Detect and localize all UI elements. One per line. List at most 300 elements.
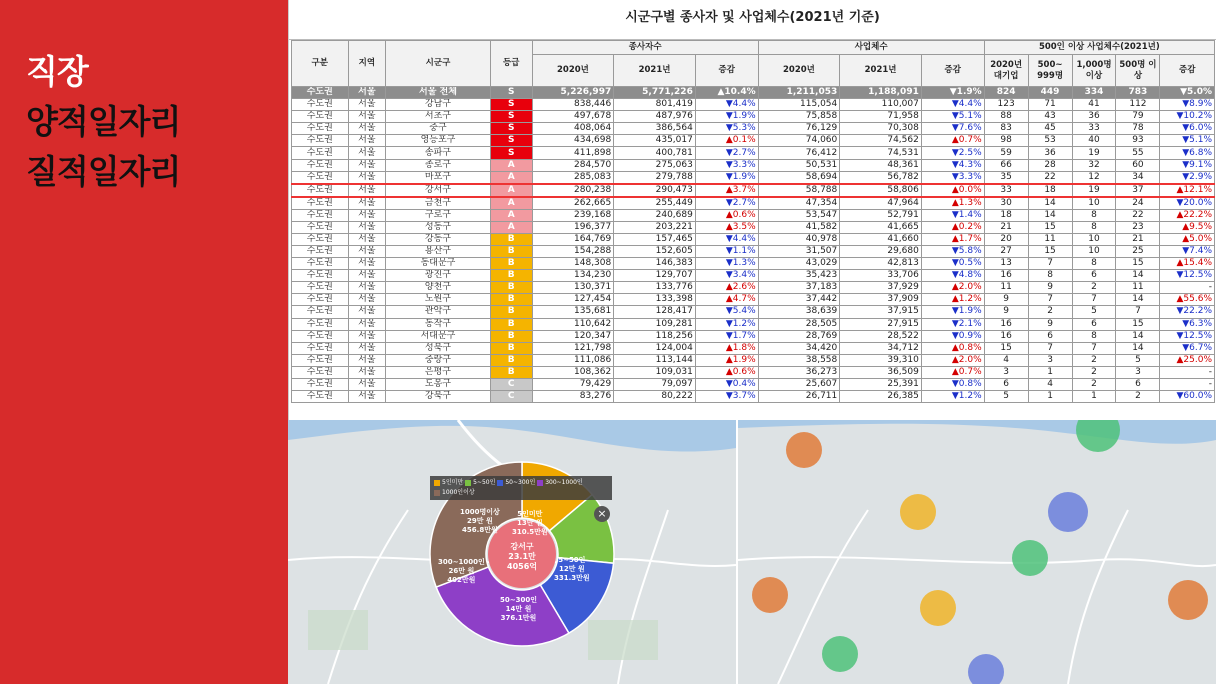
map-district-bubbles[interactable] xyxy=(738,420,1216,684)
table-cell: ▲5.0% xyxy=(1160,233,1215,245)
table-cell: 서울 xyxy=(348,366,386,378)
table-row xyxy=(292,294,1215,306)
table-cell: ▼5.0% xyxy=(1160,87,1215,99)
table-cell: 서울 xyxy=(348,391,386,403)
close-icon[interactable]: × xyxy=(594,506,610,522)
table-cell: 10 xyxy=(1072,245,1116,257)
table-cell: ▼0.4% xyxy=(695,378,758,390)
table-cell: ▼8.9% xyxy=(1160,99,1215,111)
bubble[interactable] xyxy=(1048,492,1088,532)
table-cell: C xyxy=(490,378,532,390)
table-cell: 284,570 xyxy=(532,159,614,171)
table-cell: 164,769 xyxy=(532,233,614,245)
table-cell: ▼4.3% xyxy=(921,159,984,171)
table-cell: 74,531 xyxy=(840,147,922,159)
table-cell: 50,531 xyxy=(758,159,840,171)
table-cell: 70,308 xyxy=(840,123,922,135)
table-cell: 강서구 xyxy=(386,184,491,197)
table-cell: ▼5.4% xyxy=(695,306,758,318)
table-cell: ▼1.2% xyxy=(921,391,984,403)
table-cell: 487,976 xyxy=(614,111,696,123)
table-cell: 275,063 xyxy=(614,159,696,171)
table-cell: 120,347 xyxy=(532,330,614,342)
table-cell: 255,449 xyxy=(614,197,696,210)
table-cell: 37,909 xyxy=(840,294,922,306)
bubble[interactable] xyxy=(920,590,956,626)
table-cell: 서울 xyxy=(348,258,386,270)
table-cell: - xyxy=(1160,378,1215,390)
table-cell: 5,226,997 xyxy=(532,87,614,99)
table-cell: 9 xyxy=(984,306,1028,318)
table-cell: 37,442 xyxy=(758,294,840,306)
table-cell: 수도권 xyxy=(292,111,349,123)
header-biz-change: 증감 xyxy=(921,55,984,87)
table-cell: 14 xyxy=(1116,294,1160,306)
table-cell: 31,507 xyxy=(758,245,840,257)
table-cell: 수도권 xyxy=(292,221,349,233)
table-cell: 38,639 xyxy=(758,306,840,318)
table-cell: 송파구 xyxy=(386,147,491,159)
table-cell: 203,221 xyxy=(614,221,696,233)
bubble[interactable] xyxy=(786,432,822,468)
table-cell: ▲4.7% xyxy=(695,294,758,306)
table-cell: - xyxy=(1160,282,1215,294)
table-cell: 115,054 xyxy=(758,99,840,111)
table-cell: 43 xyxy=(1028,111,1072,123)
table-cell: A xyxy=(490,184,532,197)
table-cell: 79,429 xyxy=(532,378,614,390)
table-cell: 7 xyxy=(1028,342,1072,354)
table-cell: 수도권 xyxy=(292,123,349,135)
table-cell: 서울 xyxy=(348,221,386,233)
table-cell: ▲9.5% xyxy=(1160,221,1215,233)
table-cell: 11 xyxy=(1028,233,1072,245)
table-cell: ▼6.0% xyxy=(1160,123,1215,135)
table-cell: ▲0.7% xyxy=(921,135,984,147)
table-cell: 74,060 xyxy=(758,135,840,147)
table-cell: 15 xyxy=(1028,221,1072,233)
table-row xyxy=(292,306,1215,318)
table-cell: B xyxy=(490,233,532,245)
table-cell: 196,377 xyxy=(532,221,614,233)
table-cell: 37,183 xyxy=(758,282,840,294)
table-cell: 110,642 xyxy=(532,318,614,330)
table-cell: S xyxy=(490,135,532,147)
table-cell: 성북구 xyxy=(386,342,491,354)
table-cell: 41,665 xyxy=(840,221,922,233)
table-cell: 2 xyxy=(1072,378,1116,390)
table-cell: 서울 xyxy=(348,171,386,184)
table-cell: 22 xyxy=(1028,171,1072,184)
table-cell: 7 xyxy=(1116,306,1160,318)
table-cell: 133,776 xyxy=(614,282,696,294)
bubble[interactable] xyxy=(1012,540,1048,576)
table-cell: 53 xyxy=(1028,135,1072,147)
table-cell: 19 xyxy=(1072,184,1116,197)
legend-item: 1000인이상 xyxy=(434,489,475,496)
table-cell: S xyxy=(490,111,532,123)
table-cell: 60 xyxy=(1116,159,1160,171)
pie-label-1000plus: 1000명이상 29만 원 456.8만원 xyxy=(460,508,500,534)
table-cell: 수도권 xyxy=(292,99,349,111)
table-cell: 239,168 xyxy=(532,209,614,221)
table-cell: 18 xyxy=(984,209,1028,221)
table-cell: B xyxy=(490,258,532,270)
table-cell: ▲1.2% xyxy=(921,294,984,306)
table-row xyxy=(292,221,1215,233)
table-cell: 6 xyxy=(1072,270,1116,282)
table-cell: B xyxy=(490,294,532,306)
table-cell: 83 xyxy=(984,123,1028,135)
table-cell: 7 xyxy=(1028,258,1072,270)
table-cell: ▼0.9% xyxy=(921,330,984,342)
table-cell: ▼0.8% xyxy=(921,378,984,390)
table-cell: 123 xyxy=(984,99,1028,111)
table-cell: ▼10.2% xyxy=(1160,111,1215,123)
table-cell: 280,238 xyxy=(532,184,614,197)
table-cell: ▼1.7% xyxy=(695,330,758,342)
table-row xyxy=(292,270,1215,282)
table-cell: 129,707 xyxy=(614,270,696,282)
table-cell: ▲25.0% xyxy=(1160,354,1215,366)
table-cell: 5 xyxy=(1116,354,1160,366)
table-cell: B xyxy=(490,342,532,354)
table-cell: 20 xyxy=(984,233,1028,245)
table-cell: 동대문구 xyxy=(386,258,491,270)
table-cell: - xyxy=(1160,366,1215,378)
employment-table-panel xyxy=(288,0,1216,420)
table-cell: 9 xyxy=(1028,318,1072,330)
table-row xyxy=(292,123,1215,135)
table-cell: 14 xyxy=(1116,330,1160,342)
table-cell: 58,806 xyxy=(840,184,922,197)
table-row xyxy=(292,378,1215,390)
table-cell: 26,711 xyxy=(758,391,840,403)
table-cell: 79,097 xyxy=(614,378,696,390)
table-row xyxy=(292,245,1215,257)
table-cell: C xyxy=(490,391,532,403)
table-cell: 74,562 xyxy=(840,135,922,147)
table-cell: 강남구 xyxy=(386,99,491,111)
table-cell: ▼0.5% xyxy=(921,258,984,270)
table-cell: 34 xyxy=(1116,171,1160,184)
table-cell: ▼1.2% xyxy=(695,318,758,330)
table-cell: 838,446 xyxy=(532,99,614,111)
table-cell: ▲1.3% xyxy=(921,197,984,210)
table-cell: ▲3.7% xyxy=(695,184,758,197)
table-cell: 서울 전체 xyxy=(386,87,491,99)
table-cell: 서울 xyxy=(348,87,386,99)
table-cell: ▼2.9% xyxy=(1160,171,1215,184)
table-cell: ▼4.4% xyxy=(695,99,758,111)
table-cell: 서울 xyxy=(348,159,386,171)
pie-label-300to1000: 300~1000인 26만 원 402만원 xyxy=(438,558,485,584)
table-cell: 59 xyxy=(984,147,1028,159)
table-cell: 98 xyxy=(984,135,1028,147)
table-cell: 37,929 xyxy=(840,282,922,294)
table-row xyxy=(292,171,1215,184)
table-cell: 성동구 xyxy=(386,221,491,233)
table-cell: ▼4.8% xyxy=(921,270,984,282)
table-cell: 71 xyxy=(1028,99,1072,111)
table-cell: 157,465 xyxy=(614,233,696,245)
table-cell: ▼12.5% xyxy=(1160,270,1215,282)
table-cell: 4 xyxy=(984,354,1028,366)
table-cell: 29,680 xyxy=(840,245,922,257)
table-cell: 서울 xyxy=(348,318,386,330)
table-cell: 금천구 xyxy=(386,197,491,210)
table-cell: 40 xyxy=(1072,135,1116,147)
table-cell: B xyxy=(490,354,532,366)
table-cell: ▲2.6% xyxy=(695,282,758,294)
table-cell: 2 xyxy=(1116,391,1160,403)
table-cell: ▼3.3% xyxy=(921,171,984,184)
table-cell: 수도권 xyxy=(292,318,349,330)
table-cell: 강동구 xyxy=(386,233,491,245)
table-cell: 양천구 xyxy=(386,282,491,294)
employment-table xyxy=(291,40,1215,403)
pie-label-5to50: 5~50인 12만 원 331.3만원 xyxy=(554,556,590,582)
table-cell: 서울 xyxy=(348,135,386,147)
table-cell: 용산구 xyxy=(386,245,491,257)
table-cell: 3 xyxy=(984,366,1028,378)
header-district: 시군구 xyxy=(386,41,491,87)
table-cell: 79 xyxy=(1116,111,1160,123)
table-cell: ▲0.6% xyxy=(695,366,758,378)
table-cell: ▲0.1% xyxy=(695,135,758,147)
table-row xyxy=(292,282,1215,294)
table-row xyxy=(292,330,1215,342)
header-big-col: 1,000명 이상 xyxy=(1072,55,1116,87)
table-row xyxy=(292,184,1215,197)
table-cell: 24 xyxy=(1116,197,1160,210)
table-cell: 411,898 xyxy=(532,147,614,159)
table-cell: 121,798 xyxy=(532,342,614,354)
table-row xyxy=(292,342,1215,354)
table-cell: ▼60.0% xyxy=(1160,391,1215,403)
table-cell: ▲1.8% xyxy=(695,342,758,354)
header-big-col: 증감 xyxy=(1160,55,1215,87)
table-cell: 21 xyxy=(984,221,1028,233)
table-cell: 16 xyxy=(984,270,1028,282)
table-cell: 서울 xyxy=(348,209,386,221)
table-row xyxy=(292,209,1215,221)
bubble[interactable] xyxy=(822,636,858,672)
table-cell: ▲2.0% xyxy=(921,282,984,294)
sidebar-title-job: 직장 xyxy=(26,52,88,91)
table-cell: 33 xyxy=(1072,123,1116,135)
table-cell: 43,029 xyxy=(758,258,840,270)
table-cell: 9 xyxy=(984,294,1028,306)
table-cell: 28,522 xyxy=(840,330,922,342)
table-cell: 42,813 xyxy=(840,258,922,270)
table-cell: 33,706 xyxy=(840,270,922,282)
table-cell: 152,605 xyxy=(614,245,696,257)
table-row xyxy=(292,111,1215,123)
table-cell: 58,788 xyxy=(758,184,840,197)
table-cell: 서초구 xyxy=(386,111,491,123)
table-cell: ▼6.8% xyxy=(1160,147,1215,159)
table-cell: 47,964 xyxy=(840,197,922,210)
bubble[interactable] xyxy=(1168,580,1208,620)
table-cell: ▲2.0% xyxy=(921,354,984,366)
table-cell: 35 xyxy=(984,171,1028,184)
table-cell: 서대문구 xyxy=(386,330,491,342)
table-cell: 서울 xyxy=(348,123,386,135)
table-cell: 25 xyxy=(1116,245,1160,257)
sidebar-title-quantity: 양적일자리 xyxy=(26,102,181,141)
table-row xyxy=(292,135,1215,147)
table-cell: 수도권 xyxy=(292,294,349,306)
map-district-pie[interactable] xyxy=(288,420,736,684)
legend-item: 5인미만 xyxy=(434,479,463,486)
table-cell: 수도권 xyxy=(292,258,349,270)
table-cell: ▲12.1% xyxy=(1160,184,1215,197)
table-cell: 28 xyxy=(1028,159,1072,171)
table-cell: ▼12.5% xyxy=(1160,330,1215,342)
table-cell: 4 xyxy=(1028,378,1072,390)
table-cell: ▲0.2% xyxy=(921,221,984,233)
table-cell: 수도권 xyxy=(292,147,349,159)
table-cell: B xyxy=(490,366,532,378)
table-cell: ▲22.2% xyxy=(1160,209,1215,221)
table-cell: 88 xyxy=(984,111,1028,123)
table-cell: 수도권 xyxy=(292,270,349,282)
table-cell: S xyxy=(490,147,532,159)
table-cell: 8 xyxy=(1072,258,1116,270)
header-big-business: 500인 이상 사업체수(2021년) xyxy=(984,41,1214,55)
table-cell: S xyxy=(490,87,532,99)
table-cell: 28,769 xyxy=(758,330,840,342)
table-cell: ▼1.9% xyxy=(695,111,758,123)
table-cell: 영등포구 xyxy=(386,135,491,147)
table-cell: 수도권 xyxy=(292,342,349,354)
table-cell: 113,144 xyxy=(614,354,696,366)
table-cell: B xyxy=(490,330,532,342)
table-cell: 33 xyxy=(984,184,1028,197)
table-cell: 408,064 xyxy=(532,123,614,135)
table-cell: ▼1.9% xyxy=(921,306,984,318)
table-cell: 36 xyxy=(1072,111,1116,123)
table-cell: 중구 xyxy=(386,123,491,135)
table-cell: 2 xyxy=(1028,306,1072,318)
table-cell: A xyxy=(490,159,532,171)
table-cell: 서울 xyxy=(348,270,386,282)
table-row xyxy=(292,87,1215,99)
table-cell: 45 xyxy=(1028,123,1072,135)
table-cell: ▼3.7% xyxy=(695,391,758,403)
table-cell: 36,509 xyxy=(840,366,922,378)
table-cell: 중랑구 xyxy=(386,354,491,366)
table-row xyxy=(292,197,1215,210)
table-cell: ▲0.8% xyxy=(921,342,984,354)
table-cell: 41,582 xyxy=(758,221,840,233)
table-cell: A xyxy=(490,171,532,184)
table-cell: 16 xyxy=(984,330,1028,342)
table-cell: 1 xyxy=(1072,391,1116,403)
table-cell: ▲55.6% xyxy=(1160,294,1215,306)
table-cell: 76,129 xyxy=(758,123,840,135)
table-cell: ▼5.8% xyxy=(921,245,984,257)
table-cell: 824 xyxy=(984,87,1028,99)
table-cell: 14 xyxy=(1028,209,1072,221)
table-cell: 434,698 xyxy=(532,135,614,147)
table-cell: 3 xyxy=(1116,366,1160,378)
table-cell: 수도권 xyxy=(292,391,349,403)
table-cell: 3 xyxy=(1028,354,1072,366)
table-cell: 36 xyxy=(1028,147,1072,159)
table-cell: 15 xyxy=(984,342,1028,354)
table-cell: 435,017 xyxy=(614,135,696,147)
map-legend xyxy=(430,476,612,500)
table-cell: 801,419 xyxy=(614,99,696,111)
table-cell: 마포구 xyxy=(386,171,491,184)
table-cell: 154,288 xyxy=(532,245,614,257)
table-cell: 53,547 xyxy=(758,209,840,221)
table-cell: 27 xyxy=(984,245,1028,257)
pie-center-label: 강서구 23.1만 4056억 xyxy=(507,542,537,571)
table-cell: 수도권 xyxy=(292,366,349,378)
table-cell: 11 xyxy=(1116,282,1160,294)
table-cell: ▼2.5% xyxy=(921,147,984,159)
table-cell: 15 xyxy=(1116,258,1160,270)
table-cell: 108,362 xyxy=(532,366,614,378)
table-cell: 279,788 xyxy=(614,171,696,184)
table-row xyxy=(292,99,1215,111)
table-cell: 수도권 xyxy=(292,378,349,390)
table-cell: 130,371 xyxy=(532,282,614,294)
table-cell: ▲0.7% xyxy=(921,366,984,378)
table-cell: ▼2.1% xyxy=(921,318,984,330)
table-cell: 497,678 xyxy=(532,111,614,123)
table-cell: 400,781 xyxy=(614,147,696,159)
table-cell: 111,086 xyxy=(532,354,614,366)
table-cell: 783 xyxy=(1116,87,1160,99)
table-cell: 23 xyxy=(1116,221,1160,233)
table-cell: 40,978 xyxy=(758,233,840,245)
table-cell: 10 xyxy=(1072,233,1116,245)
sidebar-title-quality: 질적일자리 xyxy=(26,152,181,191)
table-cell: A xyxy=(490,197,532,210)
table-title: 시군구별 종사자 및 사업체수(2021년 기준) xyxy=(289,0,1216,40)
table-cell: 21 xyxy=(1116,233,1160,245)
table-cell: 76,412 xyxy=(758,147,840,159)
table-cell: ▼9.1% xyxy=(1160,159,1215,171)
table-cell: 6 xyxy=(1072,318,1116,330)
table-cell: 1,211,053 xyxy=(758,87,840,99)
table-cell: 8 xyxy=(1072,209,1116,221)
table-row xyxy=(292,147,1215,159)
table-cell: 종로구 xyxy=(386,159,491,171)
bubble[interactable] xyxy=(900,494,936,530)
table-cell: 11 xyxy=(984,282,1028,294)
table-cell: 93 xyxy=(1116,135,1160,147)
table-cell: 262,665 xyxy=(532,197,614,210)
table-cell: 서울 xyxy=(348,233,386,245)
bubble[interactable] xyxy=(752,577,788,613)
table-cell: ▼7.6% xyxy=(921,123,984,135)
table-cell: 은평구 xyxy=(386,366,491,378)
table-cell: 27,915 xyxy=(840,318,922,330)
table-cell: ▼2.7% xyxy=(695,147,758,159)
table-cell: ▼1.4% xyxy=(921,209,984,221)
table-cell: 127,454 xyxy=(532,294,614,306)
table-cell: 109,031 xyxy=(614,366,696,378)
table-cell: 2 xyxy=(1072,366,1116,378)
table-cell: 서울 xyxy=(348,294,386,306)
table-cell: 수도권 xyxy=(292,184,349,197)
table-cell: 강북구 xyxy=(386,391,491,403)
